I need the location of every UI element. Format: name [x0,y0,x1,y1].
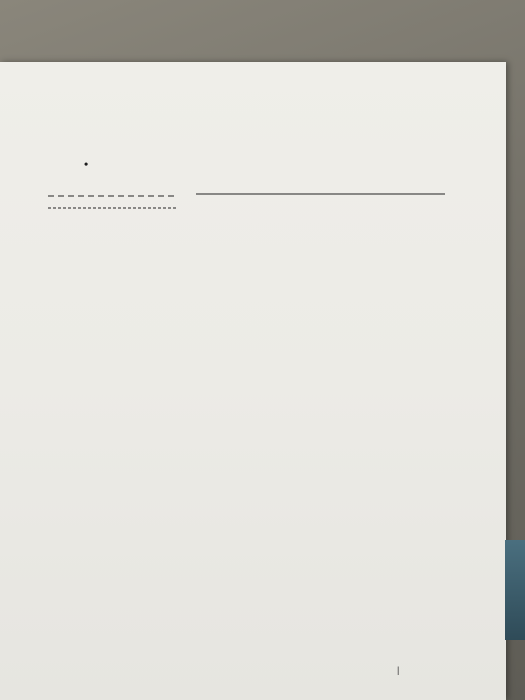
bullet-dot-icon: • [84,157,89,171]
page-footer: | [397,665,400,675]
